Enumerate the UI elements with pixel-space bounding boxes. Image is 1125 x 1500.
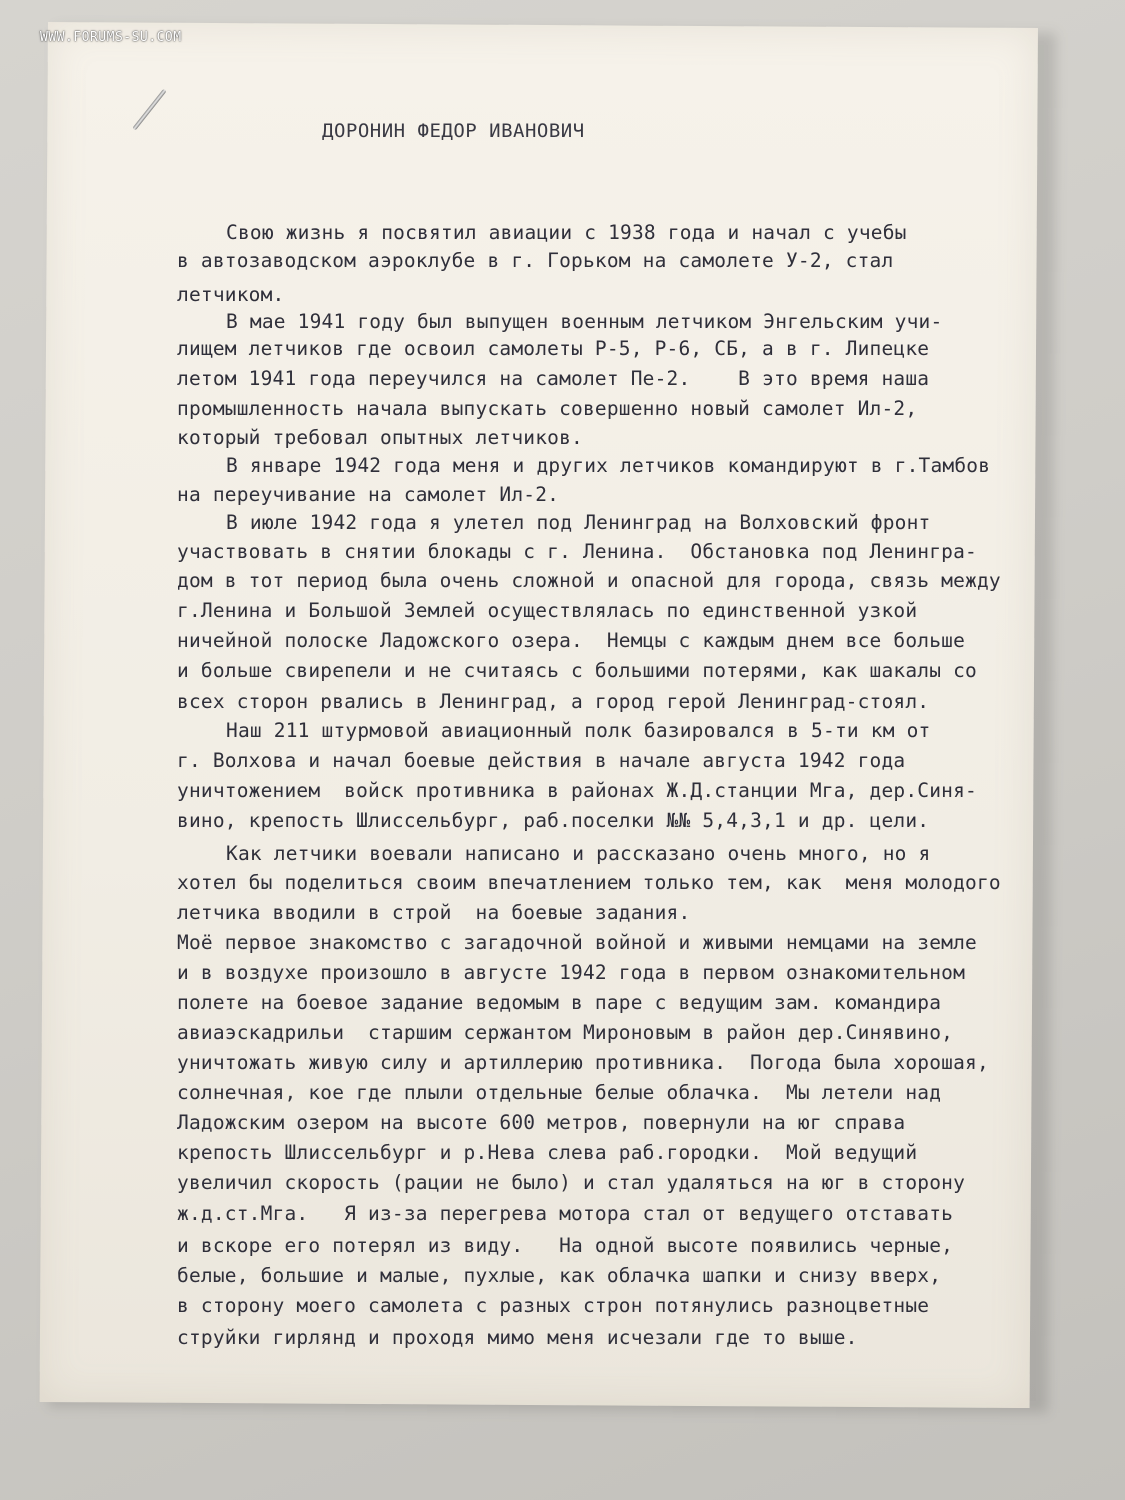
document-title: ДОРОНИН ФЕДОР ИВАНОВИЧ — [322, 120, 585, 142]
text-line: солнечная, кое где плыли отдельные белые облачка. Мы летели над — [177, 1081, 942, 1104]
text-line: ж.д.ст.Мга. Я из-за перегрева мотора стал от ведущего отставать — [177, 1202, 954, 1225]
text-line: г.Ленина и Большой Землей осуществлялась по единственной узкой — [177, 599, 918, 622]
staple — [132, 89, 166, 131]
text-line: летом 1941 года переучился на самолет Пе-2. В это время наша — [177, 367, 930, 390]
text-line: летчика вводили в строй на боевые задания. — [177, 901, 691, 924]
text-line: уничтожением войск противника в районах Ж.Д.станции Мга, дер.Синя- — [177, 779, 977, 802]
text-line: хотел бы поделиться своим впечатлением только тем, как меня молодого — [177, 871, 1001, 894]
text-line: белые, большие и малые, пухлые, как облачка шапки и снизу вверх, — [177, 1264, 942, 1287]
text-line: В январе 1942 года меня и других летчиков командируют в г.Тамбов — [226, 454, 991, 477]
text-line: крепость Шлиссельбург и р.Нева слева раб.городки. Мой ведущий — [177, 1141, 918, 1164]
text-line: Наш 211 штурмовой авиационный полк базировался в 5-ти км от — [226, 719, 931, 742]
text-line: ничейной полоске Ладожского озера. Немцы с каждым днем все больше — [177, 629, 966, 652]
watermark: WWW.FORUMS-SU.COM — [40, 30, 182, 45]
text-line: Как летчики воевали написано и рассказано очень много, но я — [226, 842, 931, 865]
text-line: участвовать в снятии блокады с г. Ленина. Обстановка под Ленингра- — [177, 540, 977, 563]
text-line: и больше свирепели и не считаясь с большими потерями, как шакалы со — [177, 659, 977, 682]
text-line: который требовал опытных летчиков. — [177, 426, 583, 449]
text-line: промышленность начала выпускать совершенно новый самолет Ил-2, — [177, 397, 918, 420]
text-line: полете на боевое задание ведомым в паре с ведущим зам. командира — [177, 991, 942, 1014]
text-line: авиаэскадрильи старшим сержантом Мироновым в район дер.Синявино, — [177, 1021, 954, 1044]
text-line: лищем летчиков где освоил самолеты Р-5, Р-6, СБ, а в г. Липецке — [177, 337, 930, 360]
text-line: в автозаводском аэроклубе в г. Горьком на самолете У-2, стал — [177, 249, 894, 272]
text-line: и вскоре его потерял из виду. На одной высоте появились черные, — [177, 1234, 954, 1257]
text-line: Свою жизнь я посвятил авиации с 1938 года и начал с учебы — [226, 221, 907, 244]
text-line: и в воздухе произошло в августе 1942 года в первом ознакомительном — [177, 961, 966, 984]
text-line: летчиком. — [177, 283, 285, 306]
text-line: в сторону моего самолета с разных строн потянулись разноцветные — [177, 1294, 930, 1317]
text-line: Моё первое знакомство с загадочной войной и живыми немцами на земле — [177, 931, 977, 954]
text-line: увеличил скорость (рации не было) и стал удаляться на юг в сторону — [177, 1171, 966, 1194]
text-line: вино, крепость Шлиссельбург, раб.поселки №№ 5,4,3,1 и др. цели. — [177, 809, 930, 832]
text-line: струйки гирлянд и проходя мимо меня исчезали где то выше. — [177, 1326, 858, 1349]
text-line: уничтожать живую силу и артиллерию противника. Погода была хорошая, — [177, 1051, 989, 1074]
text-line: дом в тот период была очень сложной и опасной для города, связь между — [177, 569, 1001, 592]
text-line: всех сторон рвались в Ленинград, а город герой Ленинград-стоял. — [177, 690, 930, 713]
text-line: В июле 1942 года я улетел под Ленинград на Волховский фронт — [226, 511, 931, 534]
text-line: В мае 1941 году был выпущен военным летчиком Энгельским учи- — [226, 310, 943, 333]
text-line: Ладожским озером на высоте 600 метров, повернули на юг справа — [177, 1111, 906, 1134]
text-line: на переучивание на самолет Ил-2. — [177, 483, 560, 506]
text-line: г. Волхова и начал боевые действия в начале августа 1942 года — [177, 749, 906, 772]
